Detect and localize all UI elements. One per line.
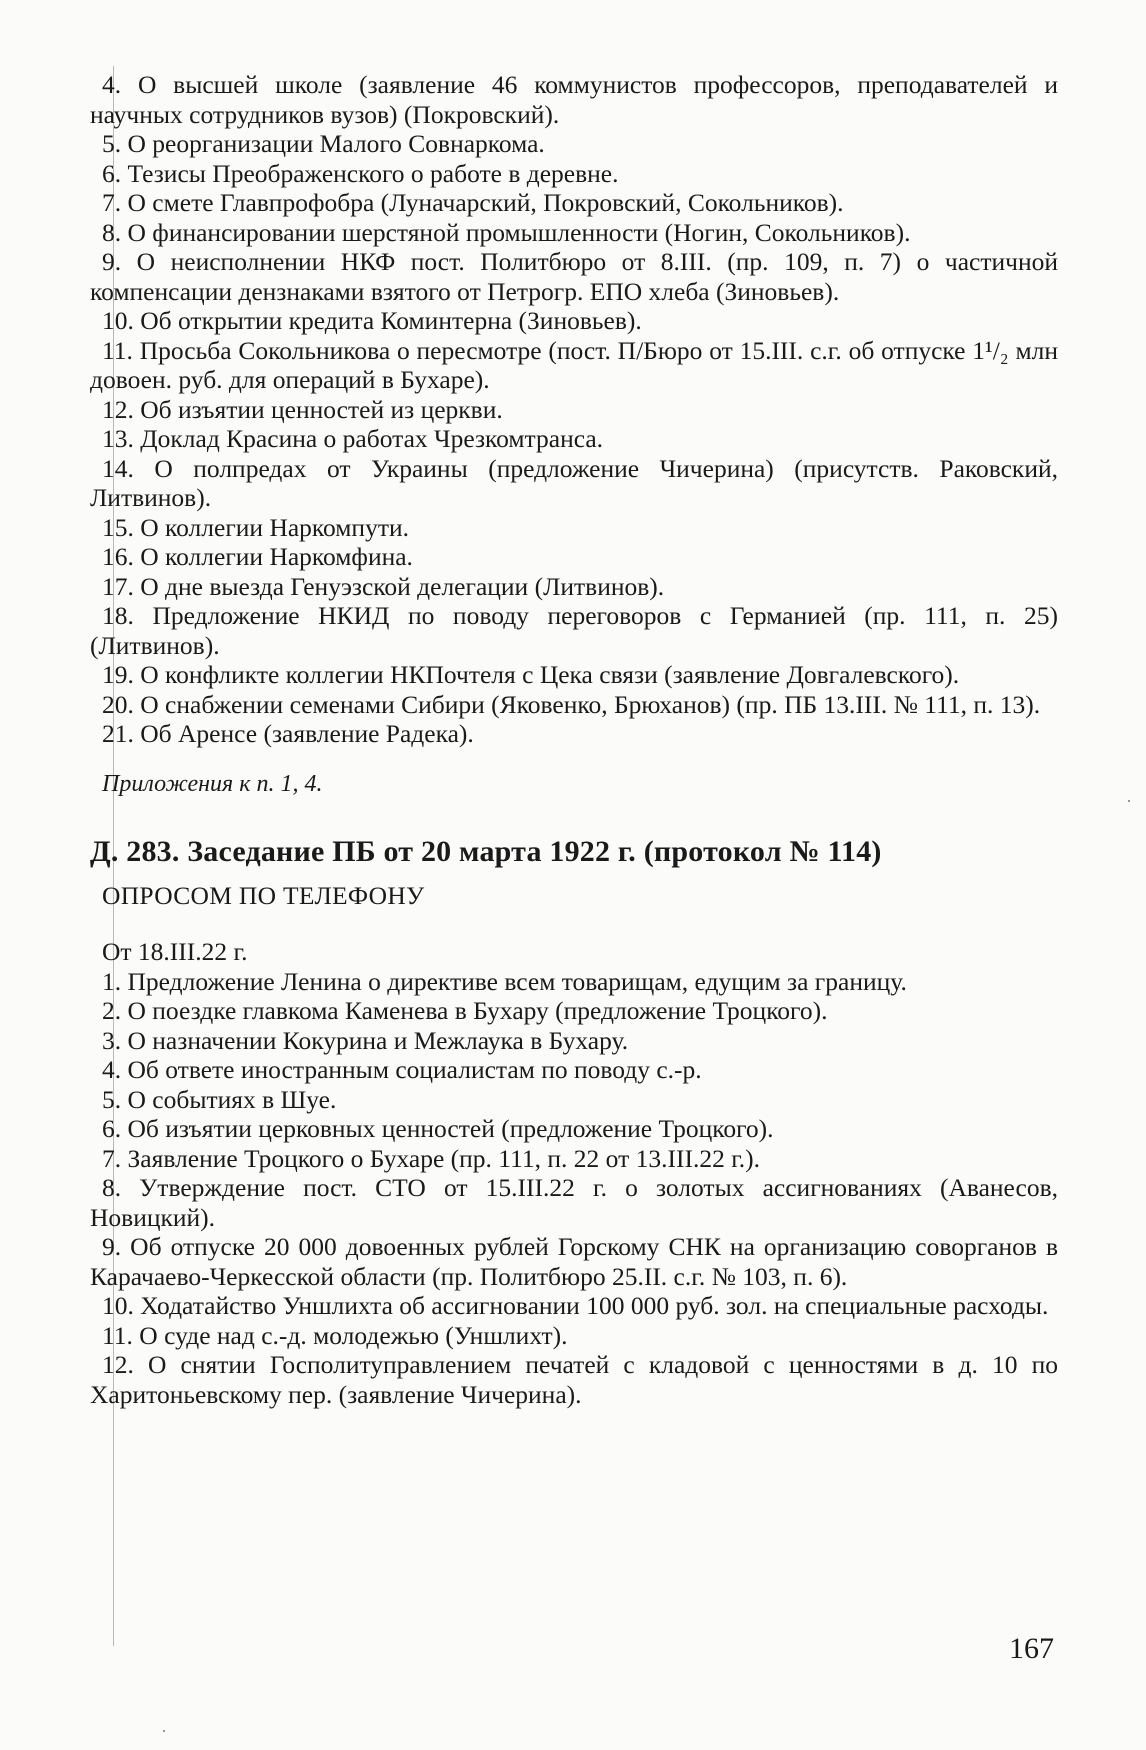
list-item: 14. О полпредах от Украины (предложение Чичерина) (присутств. Раковский, Литвинов).: [90, 453, 1058, 512]
appendix-note: Приложения к п. 1, 4.: [102, 770, 323, 797]
list-item: 7. Заявление Троцкого о Бухаре (пр. 111, п. 22 от 13.III.22 г.).: [102, 1143, 761, 1173]
list-item: 10. Об открытии кредита Коминтерна (Зиновьев).: [102, 306, 642, 335]
list-item: 5. О событиях в Шуе.: [102, 1084, 337, 1114]
document-title: Д. 283. Заседание ПБ от 20 марта 1922 г. (протокол № 114): [90, 834, 882, 868]
list-item: 6. Об изъятии церковных ценностей (предложение Троцкого).: [102, 1114, 774, 1143]
list-item: 1. Предложение Ленина о директиве всем товарищам, едущим за границу.: [102, 966, 907, 996]
document-subtitle: ОПРОСОМ ПО ТЕЛЕФОНУ: [102, 880, 425, 910]
document-date: От 18.III.22 г.: [102, 936, 248, 966]
list-item: 5. О реорганизации Малого Совнаркома.: [102, 129, 545, 158]
list-item: 21. Об Аренсе (заявление Радека).: [102, 719, 474, 748]
list-item: 8. Утверждение пост. СТО от 15.III.22 г. о золотых ассигнованиях (Аванесов, Новицкий).: [90, 1173, 1058, 1232]
list-item: 8. О финансировании шерстяной промышленности (Ногин, Сокольников).: [102, 217, 911, 247]
scan-speck: [163, 1730, 165, 1732]
list-item: 16. О коллегии Наркомфина.: [102, 542, 413, 571]
list-item: 12. Об изъятии ценностей из церкви.: [102, 394, 503, 424]
text-block: [90, 70, 1058, 1409]
page-number: 167: [1009, 1632, 1054, 1665]
list-item: 4. О высшей школе (заявление 46 коммунистов профессоров, преподавателей и научных сотрудников вузов) (Покровский).: [90, 70, 1058, 129]
list-item: 4. Об ответе иностранным социалистам по поводу с.-р.: [102, 1055, 702, 1084]
list-item: 11. Просьба Сокольникова о пересмотре (пост. П/Бюро от 15.III. с.г. об отпуске 1¹/₂ млн довоен. руб. для операций в Бухаре).: [90, 335, 1058, 394]
list-item: 2. О поездке главкома Каменева в Бухару (предложение Троцкого).: [102, 996, 828, 1025]
list-item: 18. Предложение НКИД по поводу переговоров с Германией (пр. 111, п. 25) (Литвинов).: [90, 601, 1058, 660]
agenda-list-previous: [90, 70, 1058, 749]
list-item: 3. О назначении Кокурина и Межлаука в Бухару.: [102, 1025, 629, 1055]
agenda-list-current: [90, 967, 1058, 1410]
list-item: 12. О снятии Госполитуправлением печатей с кладовой с ценностями в д. 10 по Харитоньевскому пер. (заявление Чичерина).: [90, 1350, 1058, 1409]
list-item: 17. О дне выезда Генуэзской делегации (Литвинов).: [102, 571, 665, 601]
list-item: 19. О конфликте коллегии НКПочтеля с Цека связи (заявление Довгалевского).: [102, 660, 960, 689]
list-item: 10. Ходатайство Уншлихта об ассигновании 100 000 руб. зол. на специальные расходы.: [102, 1291, 1049, 1320]
list-item: 6. Тезисы Преображенского о работе в деревне.: [102, 158, 619, 188]
scan-speck: [1128, 800, 1130, 802]
list-item: 20. О снабжении семенами Сибири (Яковенко, Брюханов) (пр. ПБ 13.III. № 111, п. 13).: [102, 689, 1041, 719]
list-item: 13. Доклад Красина о работах Чрезкомтранса.: [102, 424, 604, 453]
list-item: 9. Об отпуске 20 000 довоенных рублей Горскому СНК на организацию соворганов в Карачаево-Черкесской области (пр. Политбюро 25.II. с.г. № 103, п. 6).: [90, 1232, 1058, 1291]
list-item: 15. О коллегии Наркомпути.: [102, 512, 409, 542]
list-item: 7. О смете Главпрофобра (Луначарский, Покровский, Сокольников).: [102, 188, 844, 217]
list-item: 9. О неисполнении НКФ пост. Политбюро от 8.III. (пр. 109, п. 7) о частичной компенсации дензнаками взятого от Петрогр. ЕПО хлеба (Зиновьев).: [90, 247, 1058, 306]
list-item: 11. О суде над с.-д. молодежью (Уншлихт).: [102, 1320, 568, 1350]
